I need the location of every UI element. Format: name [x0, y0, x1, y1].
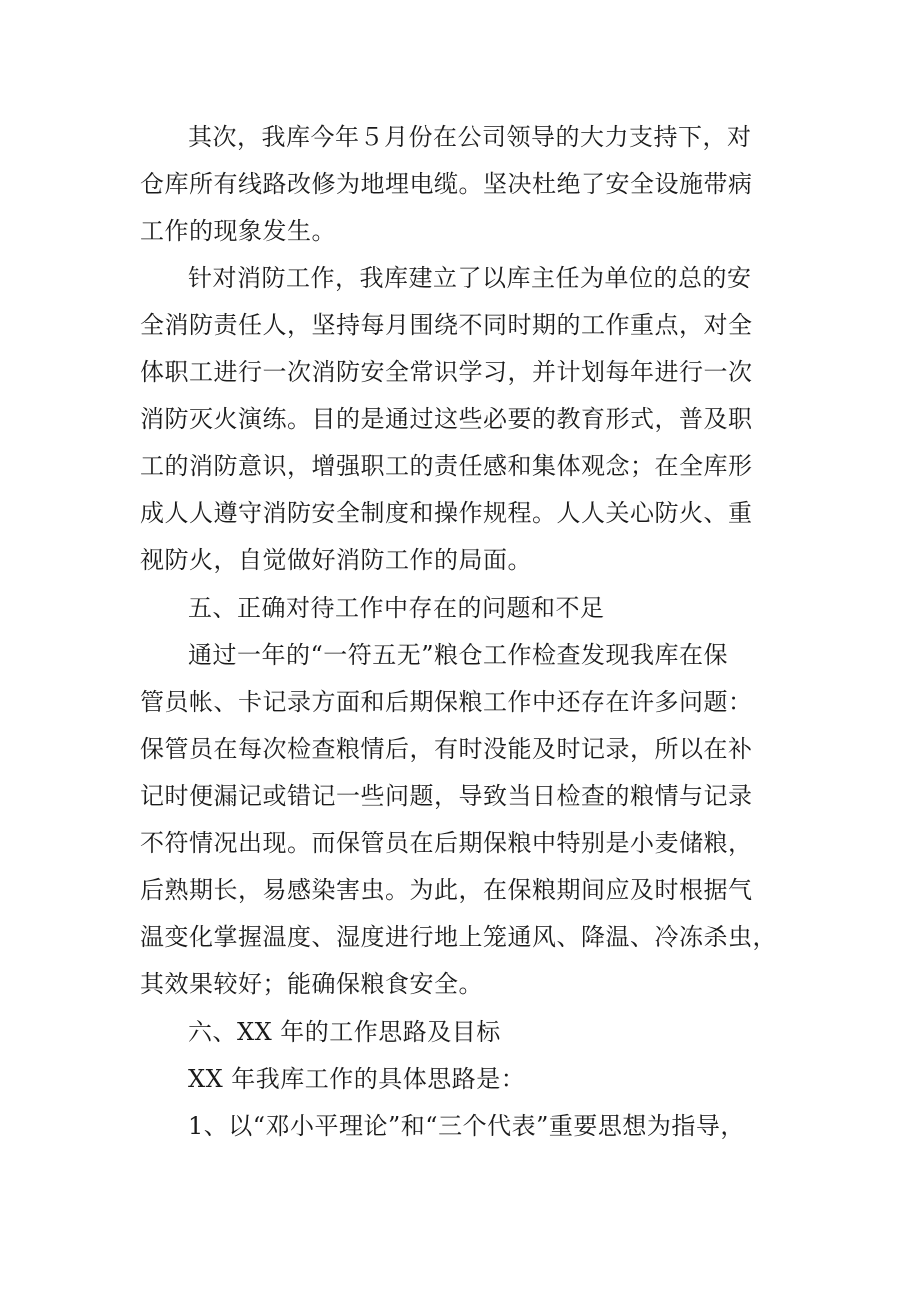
paragraph-line: 工作的现象发生。	[140, 217, 336, 245]
paragraph-line: 记时便漏记或错记一些问题，导致当日检查的粮情与记录	[140, 782, 753, 810]
list-item: 1、以“邓小平理论”和“三个代表”重要思想为指导，	[188, 1112, 745, 1140]
paragraph-line: 通过一年的“一符五无”粮仓工作检查发现我库在保	[188, 641, 729, 669]
section-heading: 六、XX 年的工作思路及目标	[188, 1018, 501, 1046]
paragraph-line: 不符情况出现。而保管员在后期保粮中特别是小麦储粮，	[140, 829, 753, 857]
paragraph-line: 体职工进行一次消防安全常识学习，并计划每年进行一次	[140, 358, 753, 386]
section-heading: 五、正确对待工作中存在的问题和不足	[188, 594, 605, 622]
paragraph-line: 其次，我库今年５月份在公司领导的大力支持下，对	[188, 123, 752, 151]
paragraph-line: 温变化掌握温度、湿度进行地上笼通风、降温、冷冻杀虫，	[140, 923, 777, 951]
paragraph-line: 成人人遵守消防安全制度和操作规程。人人关心防火、重	[140, 499, 753, 527]
paragraph-line: XX 年我库工作的具体思路是：	[188, 1065, 526, 1093]
paragraph-line: 仓库所有线路改修为地埋电缆。坚决杜绝了安全设施带病	[140, 170, 753, 198]
paragraph-line: 视防火，自觉做好消防工作的局面。	[140, 546, 532, 574]
paragraph-line: 工的消防意识，增强职工的责任感和集体观念；在全库形	[140, 452, 753, 480]
paragraph-line: 保管员在每次检查粮情后，有时没能及时记录，所以在补	[140, 735, 753, 763]
paragraph-line: 后熟期长，易感染害虫。为此，在保粮期间应及时根据气	[140, 876, 753, 904]
paragraph-line: 消防灭火演练。目的是通过这些必要的教育形式，普及职	[140, 405, 753, 433]
paragraph-line: 其效果较好；能确保粮食安全。	[140, 970, 483, 998]
paragraph-line: 全消防责任人，坚持每月围绕不同时期的工作重点，对全	[140, 311, 753, 339]
paragraph-line: 针对消防工作，我库建立了以库主任为单位的总的安	[188, 264, 752, 292]
paragraph-line: 管员帐、卡记录方面和后期保粮工作中还存在许多问题：	[140, 688, 753, 716]
